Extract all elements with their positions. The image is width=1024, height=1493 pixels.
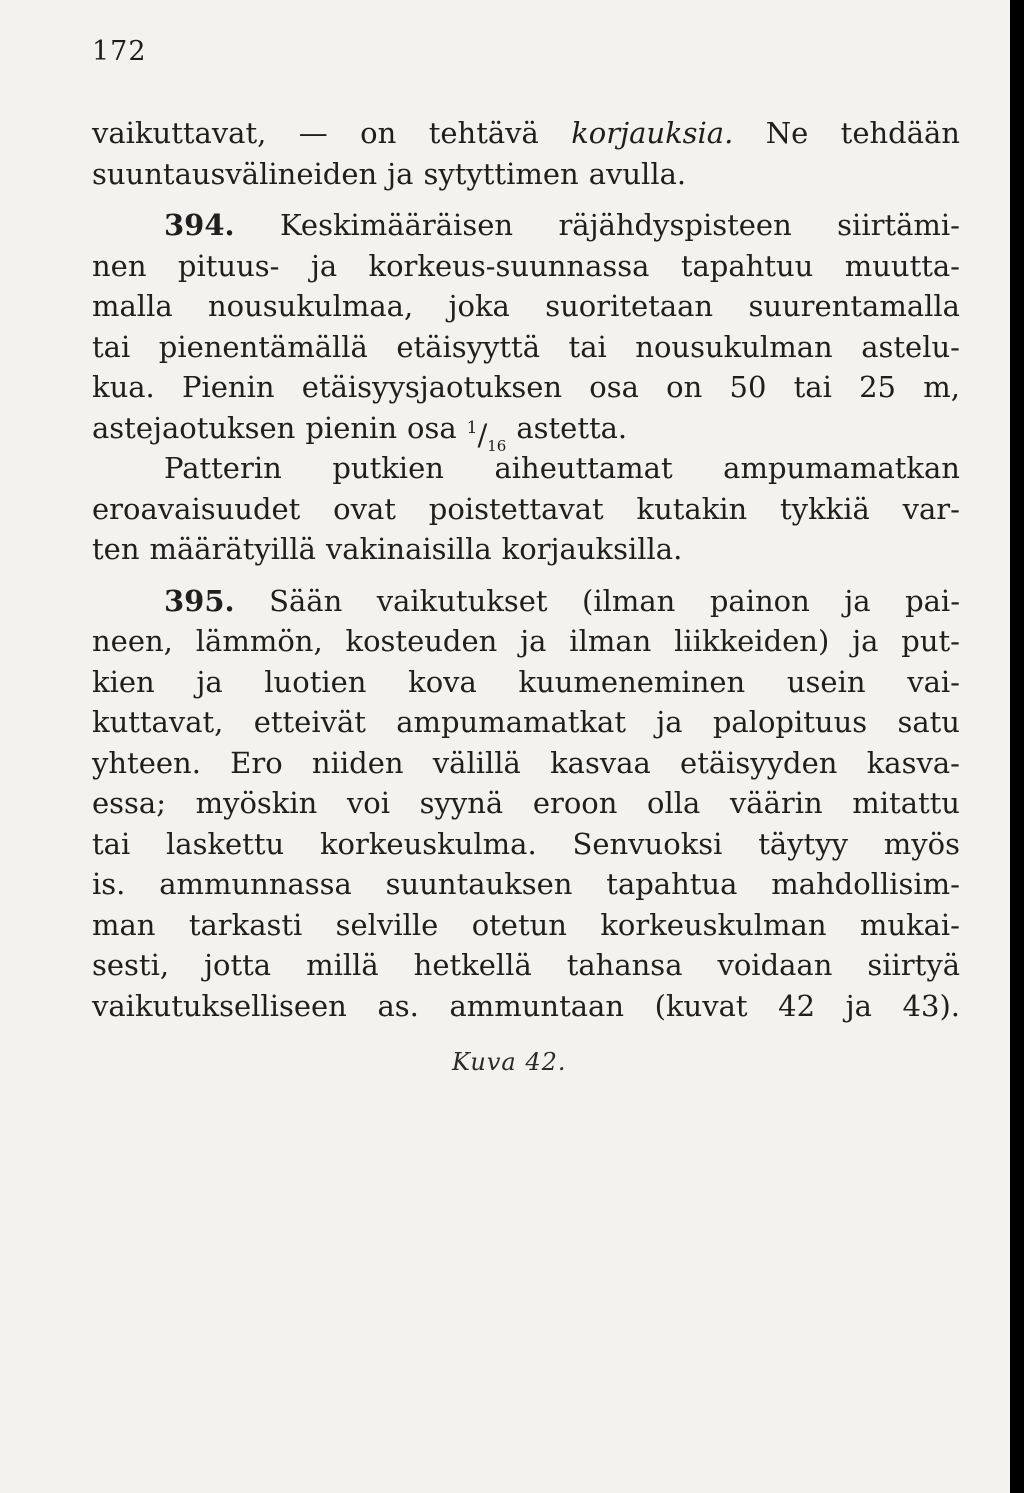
word: vai- <box>907 664 960 699</box>
word: astelu- <box>861 329 960 364</box>
word: Patterin <box>164 451 282 485</box>
text-line <box>92 286 960 327</box>
word: yhteen. <box>92 745 201 780</box>
word: nousukulman <box>635 329 833 364</box>
word: aiheuttamat <box>494 451 673 485</box>
word: ammuntaan <box>449 988 625 1023</box>
word: myös <box>883 826 960 861</box>
word: voidaan <box>717 948 833 982</box>
word: voi <box>346 786 391 820</box>
word: on <box>360 116 397 150</box>
text-line <box>92 205 960 246</box>
word: sesti, <box>92 948 170 982</box>
word: Sään <box>269 583 343 618</box>
word: tai <box>568 329 607 364</box>
word: korkeus-suunnassa <box>368 248 650 283</box>
word: tehtävä <box>428 116 539 150</box>
text-line <box>92 367 960 408</box>
word: usein <box>786 664 866 699</box>
word: suurentamalla <box>748 289 960 323</box>
word: astetta. <box>516 410 628 445</box>
word: eroon <box>532 786 618 820</box>
word: var- <box>902 491 960 526</box>
word: ja <box>844 583 871 618</box>
word: lämmön, <box>195 624 323 658</box>
word: myöskin <box>195 786 318 820</box>
word: liikkeiden) <box>674 624 830 658</box>
word: laskettu <box>166 826 285 861</box>
word: — <box>298 116 328 150</box>
text-line <box>92 327 960 368</box>
word: suuntausvälineiden <box>92 156 378 191</box>
word: 42 <box>778 988 816 1023</box>
word: Pienin <box>181 370 275 404</box>
text-line <box>92 489 960 530</box>
word: ja <box>656 705 683 739</box>
body-text <box>92 113 960 1026</box>
word: mahdollisim- <box>771 867 960 901</box>
word: kosteuden <box>345 624 498 658</box>
word: sytyttimen <box>423 156 579 191</box>
text-line <box>92 154 960 195</box>
word: korjauksilla. <box>501 532 683 566</box>
word: 43). <box>902 988 960 1023</box>
word: Senvuoksi <box>572 826 723 861</box>
word: suuntauksen <box>385 867 573 901</box>
word: put- <box>901 624 960 658</box>
word: kasvaa <box>550 745 651 780</box>
word: ja <box>852 624 879 658</box>
emphasized-word: korjauksia. <box>571 116 734 150</box>
text-line <box>92 246 960 287</box>
word: etäisyysjaotuksen <box>301 370 563 404</box>
word: vaikuttavat, <box>92 116 267 150</box>
word: as. <box>377 988 419 1023</box>
word: etteivät <box>253 705 366 739</box>
word: tarkasti <box>188 907 303 942</box>
word: nen <box>92 248 147 283</box>
page-number: 172 <box>92 36 147 67</box>
text-line <box>92 743 960 784</box>
text-line <box>92 986 960 1027</box>
figure-caption: Kuva 42. <box>452 1048 567 1076</box>
word: jotta <box>204 948 272 982</box>
word: Keskimääräisen <box>280 208 514 242</box>
word: luotien <box>264 664 367 699</box>
word: kutakin <box>636 491 748 526</box>
text-line <box>92 448 960 489</box>
word: mitattu <box>852 786 960 820</box>
word: satu <box>897 705 960 739</box>
text-line <box>92 945 960 986</box>
word: ja <box>520 624 547 658</box>
word: olla <box>647 786 701 820</box>
word: 50 <box>729 370 767 404</box>
word: välillä <box>432 745 521 780</box>
word: on <box>666 370 703 404</box>
word: poistettavat <box>428 491 604 526</box>
word: ilman <box>569 624 652 658</box>
section-number: 395. <box>164 583 235 618</box>
word: Ne <box>765 116 809 150</box>
word: osa <box>407 410 457 445</box>
word: ampumamatkat <box>396 705 626 739</box>
word: suoritetaan <box>545 289 714 323</box>
word: kuttavat, <box>92 705 224 739</box>
word: tahansa <box>566 948 683 982</box>
word: täytyy <box>758 826 848 861</box>
word: ja <box>845 988 872 1023</box>
word: ampumamatkan <box>723 451 960 485</box>
section-number: 394. <box>164 208 235 242</box>
word: avulla. <box>588 156 687 191</box>
word: tapahtuu <box>680 248 814 283</box>
word: kien <box>92 664 155 699</box>
word: kova <box>408 664 477 699</box>
word: painon <box>709 583 810 618</box>
text-line <box>92 529 960 570</box>
word: ten <box>92 532 140 566</box>
word: palopituus <box>712 705 868 739</box>
word: pienin <box>305 410 397 445</box>
word: vaikutukselliseen <box>92 988 347 1023</box>
word: etäisyyden <box>680 745 838 780</box>
word: tai <box>793 370 832 404</box>
word: essa; <box>92 786 166 820</box>
word: ammunnassa <box>159 867 352 901</box>
word: selville <box>335 907 439 942</box>
word: pai- <box>905 583 960 618</box>
word: putkien <box>332 451 444 485</box>
text-line <box>92 113 960 154</box>
word: syynä <box>419 786 504 820</box>
word: pituus- <box>177 248 280 283</box>
text-line <box>92 621 960 662</box>
text-line <box>92 581 960 622</box>
word: astejaotuksen <box>92 410 296 445</box>
text-line <box>92 864 960 905</box>
word: hetkellä <box>413 948 532 982</box>
word: otetun <box>471 907 567 942</box>
word: tykkiä <box>780 491 870 526</box>
word: tehdään <box>840 116 960 150</box>
word: malla <box>92 289 173 323</box>
word: tapahtua <box>606 867 738 901</box>
word: ja <box>387 156 414 191</box>
trajectory-diagram <box>0 1080 1010 1420</box>
word: neen, <box>92 624 173 658</box>
word: pienentämällä <box>158 329 368 364</box>
word: osa <box>589 370 639 404</box>
word: mukai- <box>859 907 960 942</box>
word: räjähdyspisteen <box>558 208 792 242</box>
text-line <box>92 702 960 743</box>
word: millä <box>306 948 379 982</box>
word: korkeuskulma. <box>319 826 537 861</box>
word: siirtyä <box>867 948 960 982</box>
word: etäisyyttä <box>396 329 541 364</box>
word: siirtämi- <box>837 208 960 242</box>
word: nousukulmaa, <box>207 289 414 323</box>
word: kasva- <box>866 745 960 780</box>
word: m, <box>923 370 960 404</box>
word: man <box>92 907 156 942</box>
word: Ero <box>230 745 283 780</box>
word: joka <box>448 289 510 323</box>
word: is. <box>92 867 126 901</box>
word: 25 <box>859 370 896 404</box>
word: määrätyillä <box>149 532 316 566</box>
text-line <box>92 905 960 946</box>
fraction: $^1/_{16}$ <box>466 417 507 455</box>
text-line <box>92 662 960 703</box>
word: (ilman <box>582 583 676 618</box>
word: väärin <box>729 786 823 820</box>
word: (kuvat <box>654 988 748 1023</box>
word: tai <box>92 826 131 861</box>
word: eroavaisuudet <box>92 491 301 526</box>
word: ovat <box>333 491 396 526</box>
word: muutta- <box>844 248 960 283</box>
word: niiden <box>311 745 404 780</box>
word: kuumeneminen <box>518 664 746 699</box>
text-line <box>92 783 960 824</box>
word: ja <box>196 664 223 699</box>
word: vaikutukset <box>376 583 548 618</box>
text-line <box>92 824 960 865</box>
word: kua. <box>92 370 155 404</box>
word: korkeuskulman <box>600 907 827 942</box>
word: ja <box>310 248 338 283</box>
word: tai <box>92 329 131 364</box>
text-line <box>92 408 960 455</box>
word: vakinaisilla <box>325 532 492 566</box>
